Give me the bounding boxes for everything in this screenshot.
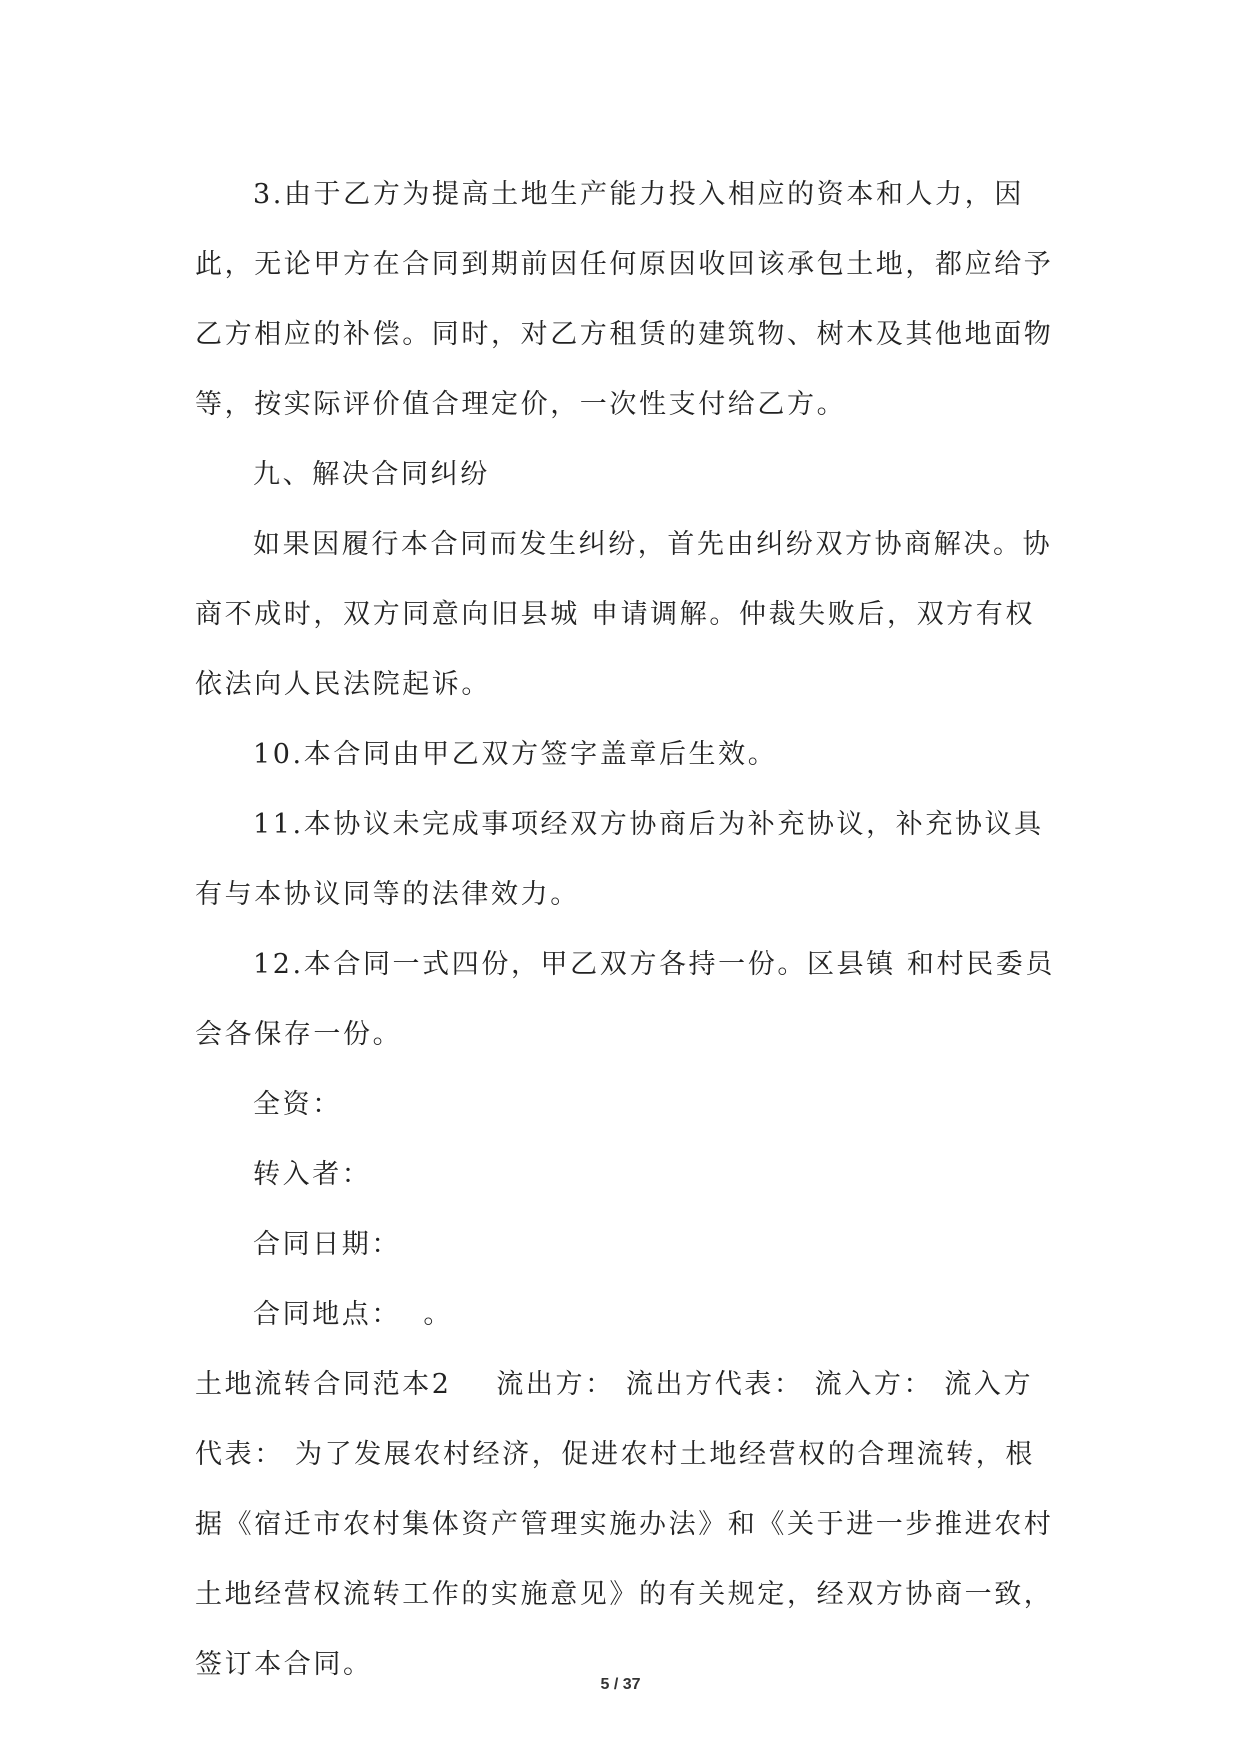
signature-line-full-capital: 全资： bbox=[253, 1089, 342, 1120]
document-body bbox=[195, 160, 1055, 1700]
signature-line-date: 合同日期： bbox=[253, 1229, 401, 1260]
page-number: 5 / 37 bbox=[600, 1676, 641, 1693]
clause-3-compensation: 3.由于乙方为提高土地生产能力投入相应的资本和人力，因此，无论甲方在合同到期前因任何原因收回该承包土地，都应给予乙方相应的补偿。同时，对乙方租赁的建筑物、树木及其他地面物等，按实际评价值合理定价，一次性支付给乙方。 bbox=[195, 179, 1054, 420]
template-2-intro: 土地流转合同范本2 流出方： 流出方代表： 流入方： 流入方代表： 为了发展农村经济，促进农村土地经营权的合理流转，根据《宿迁市农村集体资产管理实施办法》和《关于进一步推进农村土地经营权流转工作的实施意见》的有关规定，经双方协商一致，签订本合同。 bbox=[195, 1369, 1054, 1680]
section-heading-dispute: 九、解决合同纠纷 bbox=[253, 459, 490, 490]
clause-11-supplement: 11.本协议未完成事项经双方协商后为补充协议，补充协议具有与本协议同等的法律效力。 bbox=[195, 809, 1044, 910]
clause-12-copies: 12.本合同一式四份，甲乙双方各持一份。区县镇 和村民委员会各保存一份。 bbox=[195, 949, 1055, 1050]
signature-line-place: 合同地点： 。 bbox=[253, 1299, 453, 1330]
clause-10-effective: 10.本合同由甲乙双方签字盖章后生效。 bbox=[253, 739, 778, 770]
signature-line-transferee: 转入者： bbox=[253, 1159, 372, 1190]
dispute-resolution-paragraph: 如果因履行本合同而发生纠纷，首先由纠纷双方协商解决。协商不成时，双方同意向旧县城 申请调解。仲裁失败后，双方有权依法向人民法院起诉。 bbox=[195, 529, 1053, 700]
